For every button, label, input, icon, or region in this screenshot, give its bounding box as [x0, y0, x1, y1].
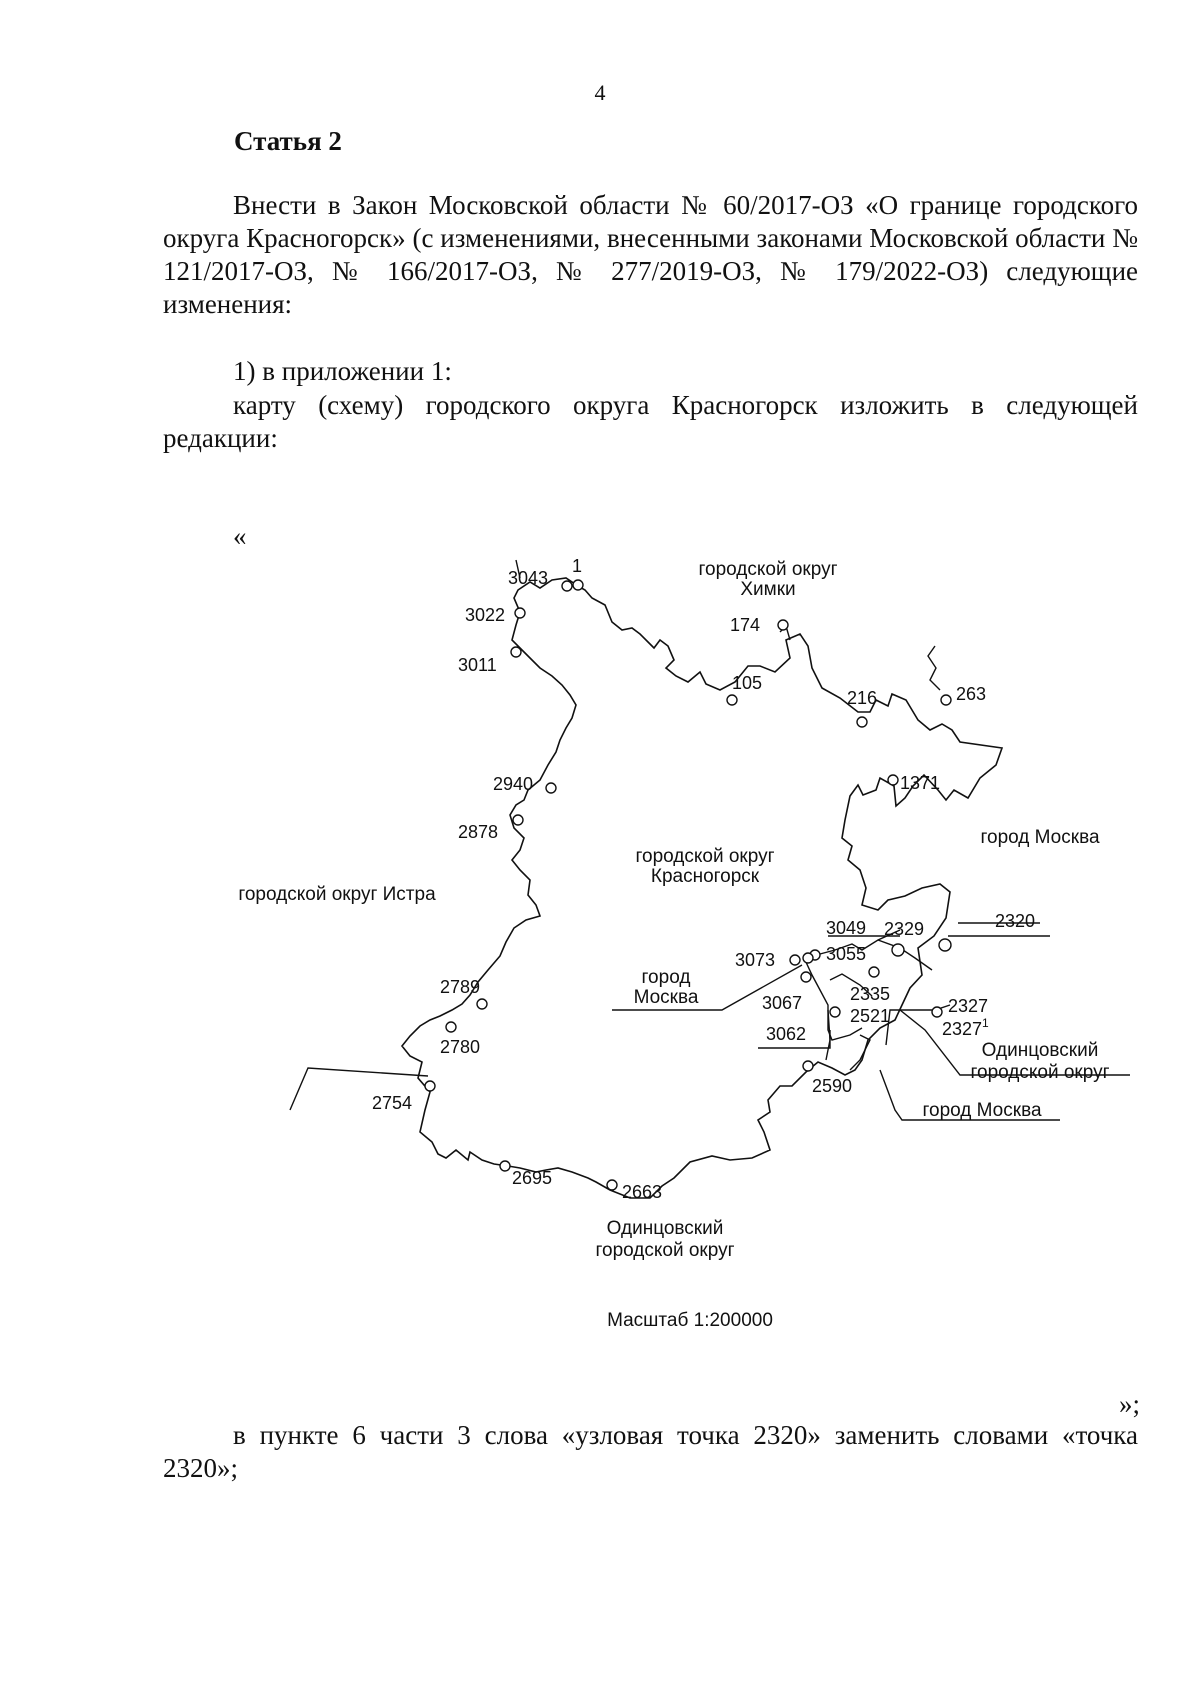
point-2521-marker	[830, 1007, 840, 1017]
point-2940-marker	[546, 783, 556, 793]
point-2754-marker	[425, 1081, 435, 1091]
point-label-2320: 2320	[995, 911, 1036, 931]
point-3022-marker	[515, 608, 525, 618]
point-105-marker	[727, 695, 737, 705]
point-label-2329: 2329	[884, 919, 925, 939]
point-2789-marker	[477, 999, 487, 1009]
point-2327-marker	[932, 1007, 942, 1017]
point-label-3073: 3073	[735, 950, 776, 970]
point-label-174: 174	[730, 615, 761, 635]
point-263-marker	[941, 695, 951, 705]
point-216-marker	[857, 717, 867, 727]
point-2780-marker	[446, 1022, 456, 1032]
paragraph-amendment-intro: Внести в Закон Московской области № 60/2017-ОЗ «О границе городского округа Красногорск» (с изменениями, внесенными законами Московской области № 121/2017-ОЗ, № 166/2017-ОЗ, № 277/2019-ОЗ, № 179/2022-ОЗ) следующие изменения:	[163, 190, 1138, 319]
point-2663-marker	[607, 1180, 617, 1190]
point-label-2327-1: 2327$^1$	[942, 1016, 989, 1039]
point-2329-marker	[892, 944, 904, 956]
point-label-2335: 2335	[850, 984, 891, 1004]
label-odintsovo-east: Одинцовский городской округ	[970, 1040, 1110, 1083]
point-2878-marker	[513, 815, 523, 825]
point-1371-marker	[888, 775, 898, 785]
point-label-2521: 2521	[850, 1006, 891, 1026]
label-moscow-enclave: город Москва	[633, 967, 699, 1008]
point-label-105: 105	[732, 673, 763, 693]
label-odintsovo-south: Одинцовский городской округ	[595, 1218, 735, 1261]
point-label-1371: 1371	[900, 773, 941, 793]
label-khimki: городской округ Химки	[698, 559, 838, 600]
article-heading: Статья 2	[234, 126, 342, 156]
point-label-3043: 3043	[508, 568, 549, 588]
point-label-3049: 3049	[826, 918, 867, 938]
label-krasnogorsk: городской округ Красногорск	[635, 846, 775, 887]
moscow-enclave-line	[850, 1035, 870, 1070]
label-istra: городской округ Истра	[238, 884, 436, 905]
boundary-map	[0, 540, 1200, 1280]
point-1-marker	[573, 580, 583, 590]
open-quote: «	[233, 521, 247, 551]
page-number: 4	[594, 80, 606, 105]
point-label-216: 216	[847, 688, 878, 708]
point-2590-marker	[803, 1061, 813, 1071]
point-2335-marker	[869, 967, 879, 977]
paragraph-appendix-item: 1) в приложении 1:	[233, 356, 452, 386]
point-label-2780: 2780	[440, 1037, 481, 1057]
point-3067-marker	[801, 972, 811, 982]
label-moscow-east: город Москва	[980, 827, 1100, 848]
point-label-263: 263	[956, 684, 987, 704]
point-3011-marker	[511, 647, 521, 657]
label-moscow-south: город Москва	[922, 1100, 1042, 1121]
point-label-3011: 3011	[458, 655, 497, 675]
map-scale: Масштаб 1:200000	[607, 1310, 773, 1331]
close-quote: »;	[1118, 1389, 1140, 1419]
point-label-2940: 2940	[493, 774, 534, 794]
point-label-2754: 2754	[372, 1093, 413, 1113]
point-label-1: 1	[572, 556, 583, 576]
point-label-2789: 2789	[440, 977, 481, 997]
point-label-3062: 3062	[766, 1024, 807, 1044]
boundary-stub	[928, 646, 940, 690]
point-label-2878: 2878	[458, 822, 499, 842]
paragraph-map-replacement: карту (схему) городского округа Красногорск изложить в следующей редакции:	[163, 390, 1138, 453]
point-174-marker	[778, 620, 788, 630]
point-3043-marker	[562, 581, 572, 591]
point-label-3055: 3055	[826, 944, 867, 964]
point-2320-marker	[939, 939, 951, 951]
point-3055-marker	[803, 953, 813, 963]
point-label-3022: 3022	[465, 605, 506, 625]
point-label-3067: 3067	[762, 993, 803, 1013]
point-label-2695: 2695	[512, 1168, 553, 1188]
paragraph-point-wording-change: в пункте 6 части 3 слова «узловая точка 2320» заменить словами «точка 2320»;	[163, 1420, 1138, 1483]
point-2695-marker	[500, 1161, 510, 1171]
point-label-2590: 2590	[812, 1076, 853, 1096]
point-label-2327: 2327	[948, 996, 989, 1016]
point-3073-marker	[790, 955, 800, 965]
point-label-2663: 2663	[622, 1182, 663, 1202]
